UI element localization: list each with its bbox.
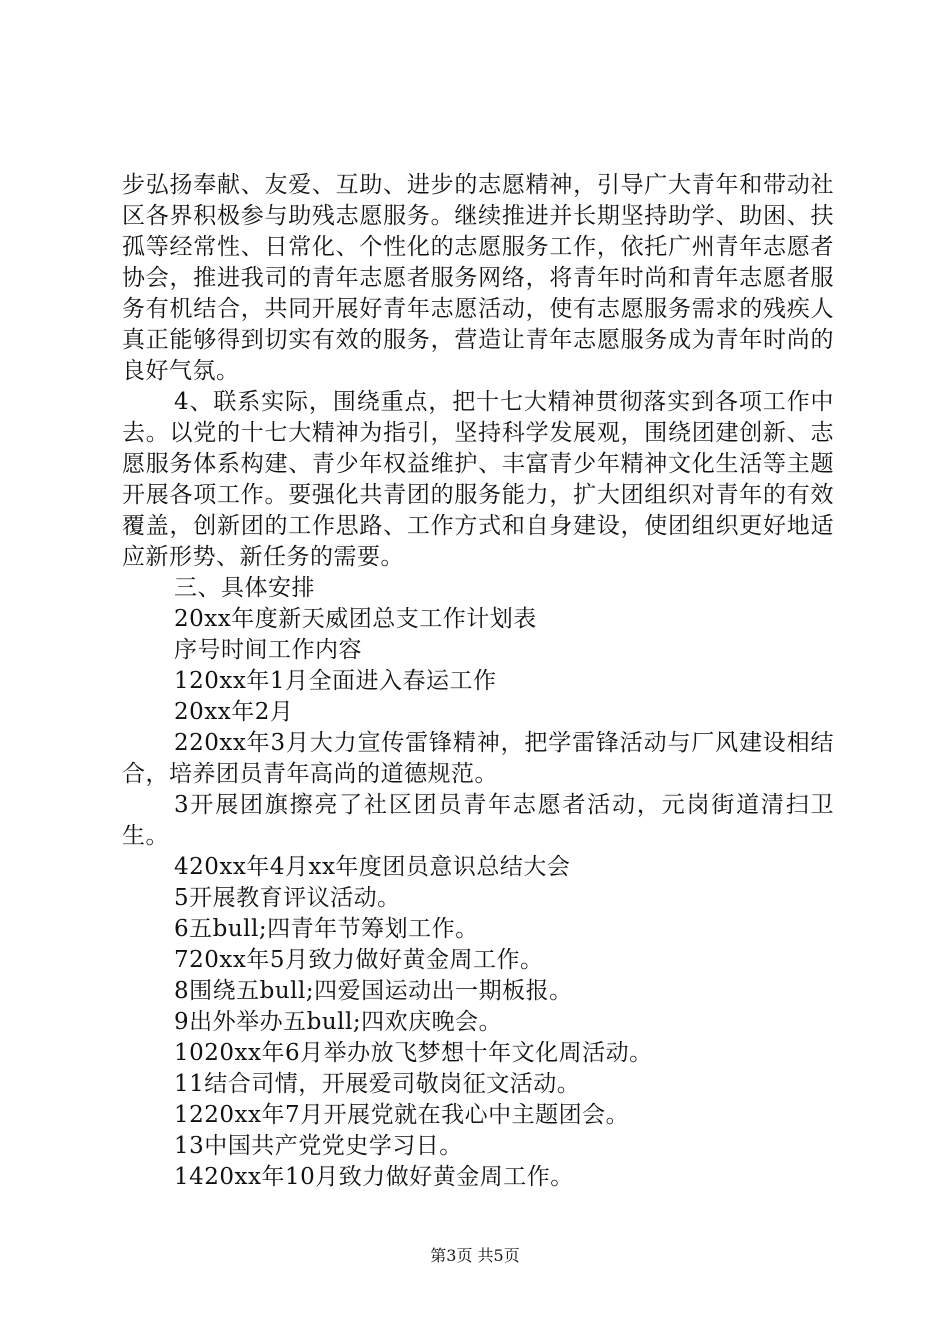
paragraph-item-4: 4、联系实际，围绕重点，把十七大精神贯彻落实到各项工作中去。以党的十七大精神为指引，坚持科学发展观，围绕团建创新、志愿服务体系构建、青少年权益维护、丰富青少年精神文化生活等主题开展各项工作。要强化共青团的服务能力，扩大团组织对青年的有效覆盖，创新团的工作思路、工作方式和自身建设，使团组织更好地适应新形势、新任务的需要。 — [122, 389, 834, 570]
plan-row-12: 1220xx年7月开展党就在我心中主题团会。 — [174, 1102, 630, 1128]
plan-row-1: 120xx年1月全面进入春运工作 — [174, 668, 497, 694]
plan-row-2: 220xx年3月大力宣传雷锋精神，把学雷锋活动与厂风建设相结合，培养团员青年高尚的道德规范。 — [122, 730, 834, 787]
plan-row-5: 5开展教育评议活动。 — [174, 885, 401, 911]
plan-row-8: 8围绕五bull;四爱国运动出一期板报。 — [174, 978, 573, 1004]
plan-row-10: 1020xx年6月举办放飞梦想十年文化周活动。 — [174, 1040, 653, 1066]
document-body — [122, 170, 834, 1193]
plan-row-6: 6五bull;四青年节筹划工作。 — [174, 916, 479, 942]
section-heading-arrangement: 三、具体安排 — [174, 575, 315, 601]
plan-row-feb: 20xx年2月 — [174, 699, 294, 725]
plan-row-13: 13中国共产党党史学习日。 — [174, 1133, 463, 1159]
plan-row-4: 420xx年4月xx年度团员意识总结大会 — [174, 854, 571, 880]
plan-row-3: 3开展团旗擦亮了社区团员青年志愿者活动，元岗街道清扫卫生。 — [122, 792, 834, 849]
plan-row-7: 720xx年5月致力做好黄金周工作。 — [174, 947, 544, 973]
plan-table-title: 20xx年度新天威团总支工作计划表 — [174, 606, 537, 632]
plan-row-14: 1420xx年10月致力做好黄金周工作。 — [174, 1164, 574, 1190]
plan-row-9: 9出外举办五bull;四欢庆晚会。 — [174, 1009, 503, 1035]
paragraph-volunteer-spirit: 步弘扬奉献、友爱、互助、进步的志愿精神，引导广大青年和带动社区各界积极参与助残志愿服务。继续推进并长期坚持助学、助困、扶孤等经常性、日常化、个性化的志愿服务工作，依托广州青年志愿者协会，推进我司的青年志愿者服务网络，将青年时尚和青年志愿者服务有机结合，共同开展好青年志愿活动，使有志愿服务需求的残疾人真正能够得到切实有效的服务，营造让青年志愿服务成为青年时尚的良好气氛。 — [122, 172, 834, 384]
page-number-footer: 第3页 共5页 — [430, 1246, 520, 1265]
plan-table-header: 序号时间工作内容 — [174, 637, 362, 663]
plan-row-11: 11结合司情，开展爱司敬岗征文活动。 — [174, 1071, 581, 1097]
